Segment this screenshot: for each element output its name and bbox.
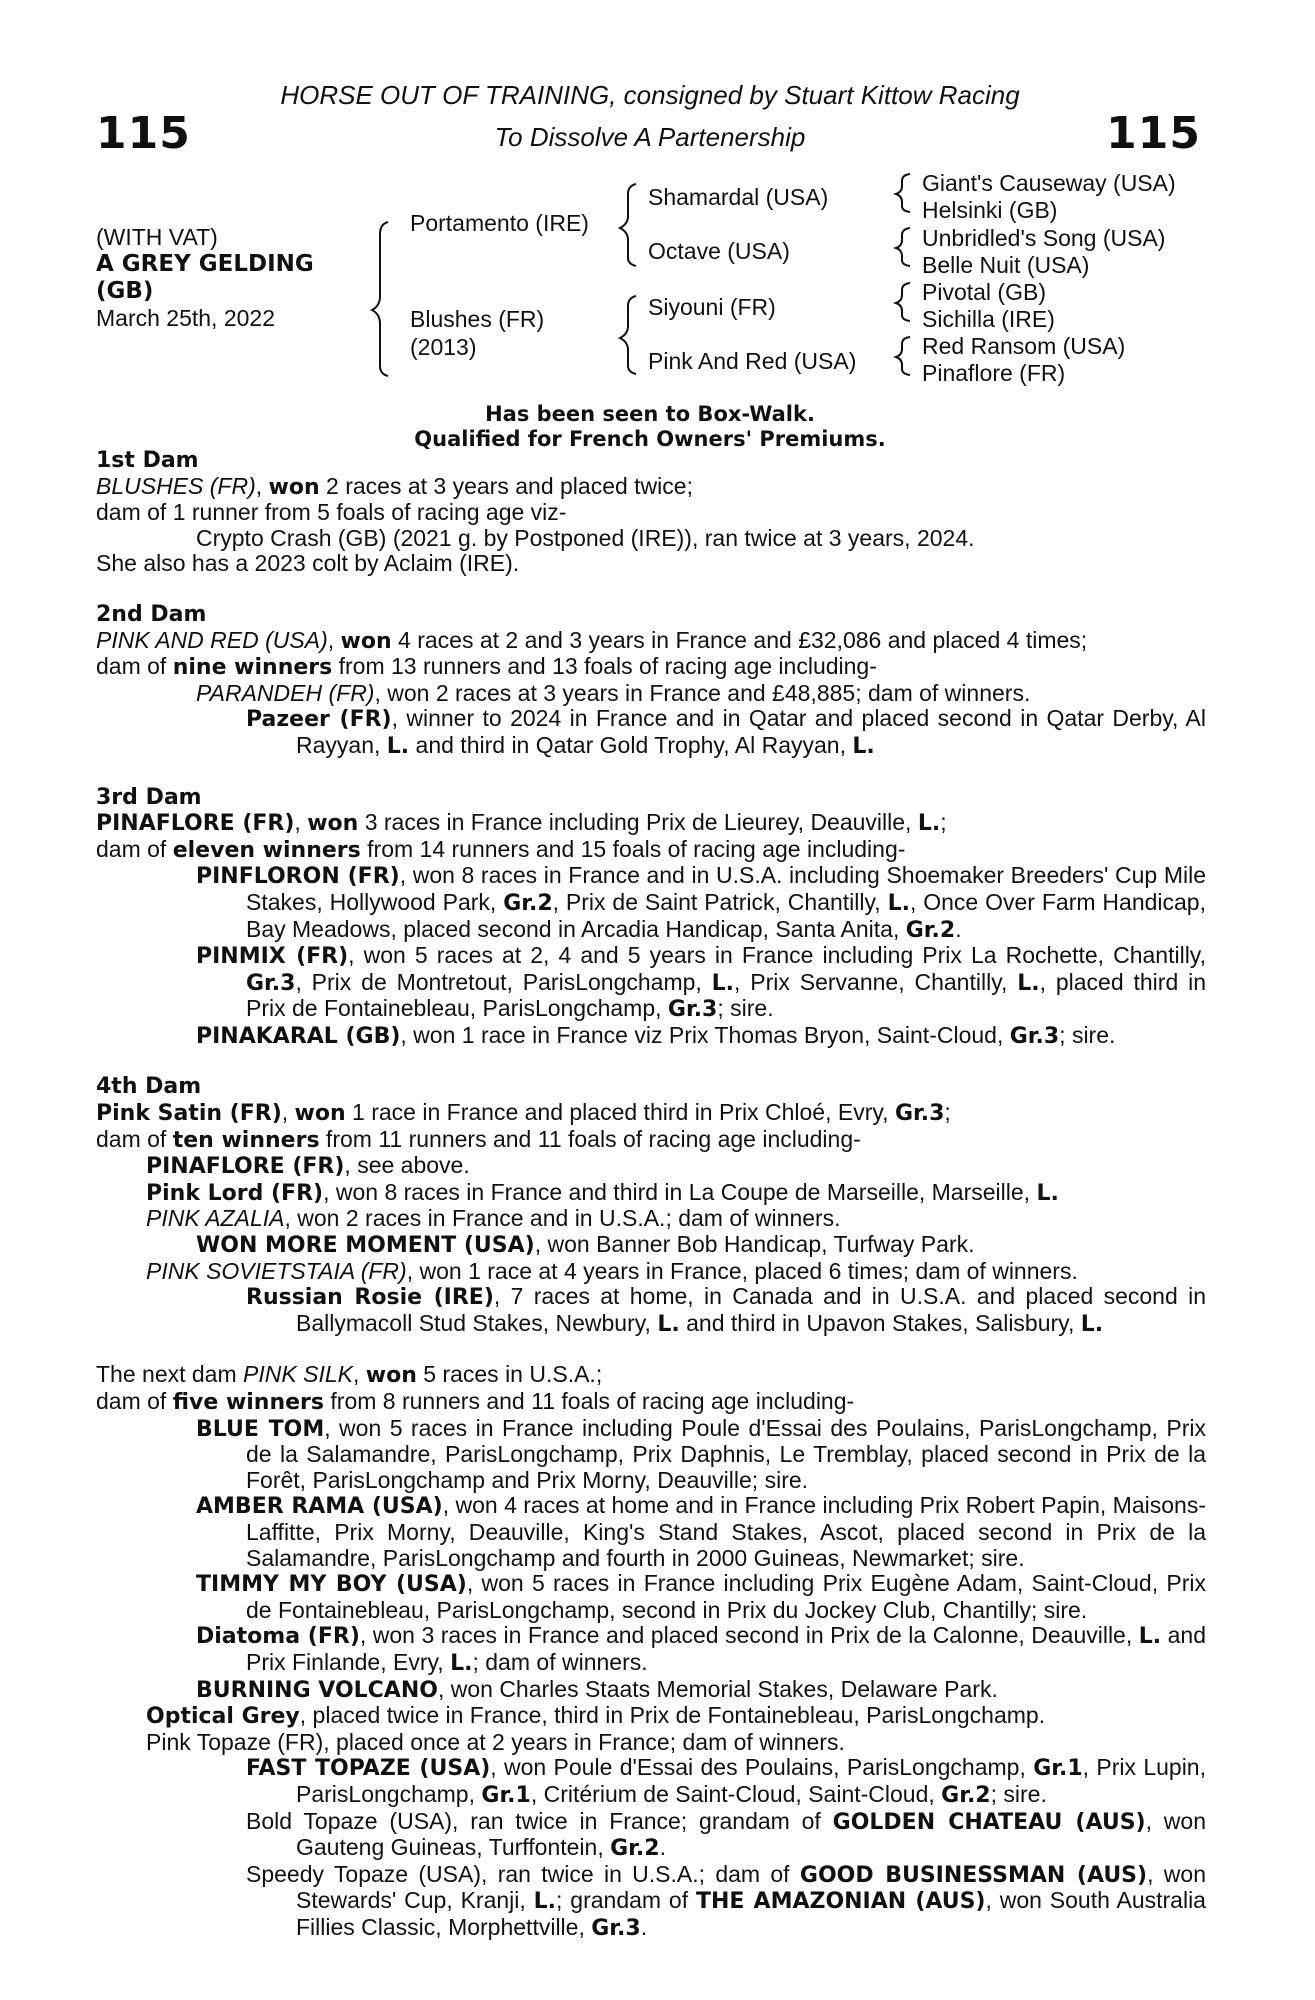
grade-label: Gr.3 [246,970,296,996]
text: , won 5 races in France including Poule d'Essai des Poulains, ParisLongchamp, Prix de la Salamandre, ParisLongchamp, Prix Daphnis, Le Tremblay, placed second in Prix de la Forêt, ParisLongchamp and Prix Morny, Deauville; sire. [246,1414,1207,1493]
pedigree-g3: Unbridled's Song (USA) [922,225,1166,251]
text: , Prix de Montretout, ParisLongchamp, [295,968,712,995]
horse-name: PINFLORON (FR) [196,864,400,890]
horse-name: BURNING VOLCANO [196,1677,438,1703]
produce-entry [96,681,1206,707]
text: , won Banner Bob Handicap, Turfway Park. [534,1231,975,1258]
produce-entry [96,1755,1206,1808]
dam-name: BLUSHES (FR) [96,472,256,499]
listed-label: L. [711,970,735,996]
produce-entry [96,1571,1206,1623]
produce-entry [96,1862,1206,1942]
text: , won 5 races in France including Prix Eugène Adam, Saint-Cloud, Prix de Fontainebleau, ParisLongchamp, second in Prix du Jockey Club, Chantilly; sire. [246,1570,1206,1623]
consignment-subtitle: To Dissolve A Partenership [494,122,806,152]
text: 1 race in France and placed third in Prix Chloé, Evry, [345,1099,895,1126]
dam-name: PINAFLORE (FR) [96,811,295,837]
listed-label: L. [450,1650,473,1676]
listed-label: L. [1080,1311,1104,1337]
listed-label: L. [657,1311,680,1337]
horse-name: GOOD BUSINESSMAN (AUS) [799,1862,1148,1888]
record-text: 4 races at 2 and 3 years in France and £32,086 and placed 4 times; [391,626,1088,653]
horse-name: WON MORE MOMENT (USA) [196,1233,535,1259]
listed-label: L. [887,890,910,916]
horse-name: FAST TOPAZE (USA) [246,1756,491,1782]
fourth-dam-record: Pink Satin (FR), won 1 race in France and placed third in Prix Chloé, Evry, Gr.3; [96,1099,951,1127]
text: , won Poule d'Essai des Poulains, ParisLongchamp, [490,1754,1034,1781]
text: , won 4 races at home and in France including Prix Robert Papin, Maisons-Laffitte, Prix Morny, Deauville, King's Stand Stakes, Ascot, placed second in Prix de la Salamandre, ParisLongchamp and fourth in 2000 Guineas, Newmarket; sire. [246,1492,1206,1571]
text: , won 1 race at 4 years in France, placed 6 times; dam of winners. [406,1257,1078,1284]
produce-entry [96,1180,1206,1207]
listed-label: L. [1017,970,1040,996]
premiums-note: Qualified for French Owners' Premiums. [414,427,886,451]
fourth-dam-produce [96,1127,1206,1154]
produce-entry [96,1623,1206,1676]
text: , won 3 races in France and placed second in Prix de la Calonne, Deauville, [359,1622,1139,1649]
listed-label: L. [386,733,410,759]
horse-name: AMBER RAMA (USA) [196,1494,443,1520]
horse-name: PINK SOVIETSTAIA (FR) [146,1257,407,1284]
text: ; grandam of [556,1887,696,1914]
horse-name: THE AMAZONIAN (AUS) [695,1889,986,1915]
text: , Critérium de Saint-Cloud, Saint-Cloud, [530,1780,942,1807]
pedigree-g4: Belle Nuit (USA) [922,252,1090,278]
fourth-dam-heading: 4th Dam [96,1074,202,1100]
next-dam-record: The next dam PINK SILK, won 5 races in U.S.A.; [96,1361,603,1389]
produce-entry [96,1259,1206,1285]
pedigree-g6: Sichilla (IRE) [922,306,1055,332]
produce-entry [96,1703,1206,1730]
text: dam of [96,1125,173,1152]
text: from 14 runners and 15 foals of racing age including- [360,835,906,862]
won-label: won [340,628,392,654]
winners-count: eleven winners [172,837,361,863]
text: from 8 runners and 11 foals of racing age including- [324,1388,855,1414]
produce-entry [96,1023,1206,1050]
pedigree-g1: Giant's Causeway (USA) [922,170,1176,196]
text: , won 5 races at 2, 4 and 5 years in France including Prix La Rochette, Chantilly, [348,942,1206,969]
second-dam-produce [96,654,1206,681]
text: dam of [96,1388,173,1414]
first-dam-record: BLUSHES (FR), won 2 races at 3 years and placed twice; [96,472,693,500]
horse-name: Pink Lord (FR) [146,1180,324,1206]
grade-label: Gr.3 [894,1101,945,1127]
first-dam-runner: Crypto Crash (GB) (2021 g. by Postponed (IRE)), ran twice at 3 years, 2024. [196,524,975,551]
pedigree-dam: Blushes (FR) [410,306,545,332]
grade-label: Gr.2 [941,1782,991,1808]
produce-entry [96,1284,1206,1337]
listed-label: L. [1036,1180,1059,1206]
dam-name: PINK SILK [243,1361,353,1388]
horse-name: BLUE TOM [196,1416,325,1442]
produce-entry [96,1493,1206,1571]
produce-entry [96,1677,1206,1704]
dam-name: Pink Satin (FR) [96,1101,282,1127]
pedigree-sire-sire: Shamardal (USA) [648,184,829,210]
produce-entry [96,1206,1206,1232]
produce-entry: Pink Topaze (FR), placed once at 2 years in France; dam of winners. [146,1728,845,1755]
text: ; sire. [717,995,774,1022]
grade-label: Gr.2 [905,917,956,943]
text: , won 2 races at 3 years in France and £48,885; dam of winners. [374,679,1031,706]
pedigree-g8: Pinaflore (FR) [922,360,1066,386]
produce-entry [96,863,1206,943]
produce-entry [96,1416,1206,1494]
horse-type: A GREY GELDING [96,251,314,277]
third-dam-produce [96,837,1206,864]
won-label: won [294,1101,346,1127]
produce-entry [96,943,1206,1023]
text: , Prix Lupin, ParisLongchamp, [296,1754,1206,1807]
horse-name: PINAKARAL (GB) [196,1023,401,1049]
text: and third in Qatar Gold Trophy, Al Rayyan, [409,731,853,758]
listed-label: L. [1138,1624,1162,1650]
dam-name: PINK AND RED (USA) [96,626,328,653]
text: from 11 runners and 11 foals of racing age including- [319,1125,861,1152]
grade-label: Gr.1 [1033,1756,1083,1782]
horse-name: PINAFLORE (FR) [146,1154,345,1180]
text: , 7 races at home, in Canada and in U.S.A. and placed second in Ballymacoll Stud Stakes, Newbury, [296,1283,1206,1336]
lot-number-right: 115 [1106,108,1201,159]
text: ; [944,1099,951,1126]
text: , Prix de Saint Patrick, Chantilly, [552,888,888,915]
text: ; sire. [990,1780,1047,1807]
horse-name: PINMIX (FR) [196,944,349,970]
horse-name: Russian Rosie (IRE) [246,1285,494,1311]
pedigree-g7: Red Ransom (USA) [922,333,1126,359]
pedigree-sire-dam: Octave (USA) [648,238,790,264]
won-label: won [307,811,359,837]
produce-entry [96,1232,1206,1259]
lot-number-left: 115 [96,108,191,159]
text: . [640,1913,648,1940]
listed-label: L. [917,811,941,837]
horse-name: GOLDEN CHATEAU (AUS) [832,1809,1146,1835]
second-dam-record: PINK AND RED (USA), won 4 races at 2 and 3 years in France and £32,086 and placed 4 times; [96,626,1088,654]
horse-name: Optical Grey [146,1704,300,1730]
text: and third in Upavon Stakes, Salisbury, [679,1309,1081,1336]
text: ; dam of winners. [472,1648,648,1675]
text: Bold Topaze (USA), ran twice in France; grandam of [246,1807,833,1834]
won-label: won [365,1363,417,1389]
first-dam-note: She also has a 2023 colt by Aclaim (IRE). [96,550,520,577]
won-label: won [268,474,320,500]
record-text: 2 races at 3 years and placed twice; [319,472,693,499]
text: , won 1 race in France viz Prix Thomas Bryon, Saint-Cloud, [400,1021,1010,1048]
listed-label: L. [852,733,875,759]
consignment-title: HORSE OUT OF TRAINING, consigned by Stuart Kittow Racing [280,80,1020,110]
text: dam of [96,653,173,680]
text: . [659,1834,666,1861]
text: , Prix Servanne, Chantilly, [734,968,1018,995]
horse-name: PARANDEH (FR) [196,679,375,706]
produce-entry [96,706,1206,759]
text: and Prix Finlande, Evry, [246,1622,1207,1675]
pedigree-notes [96,448,1206,1941]
text: Speedy Topaze (USA), ran twice in U.S.A.; dam of [246,1860,800,1887]
pedigree-sire: Portamento (IRE) [410,210,589,236]
grade-label: Gr.3 [667,997,718,1023]
text: 5 races in U.S.A.; [416,1361,603,1388]
text: ; sire. [1059,1021,1116,1048]
pedigree-dam-dam: Pink And Red (USA) [648,348,857,374]
winners-count: nine winners [172,655,333,681]
produce-entry [96,1153,1206,1180]
foaling-date: March 25th, 2022 [96,305,276,331]
text: , won 8 races in France and third in La Coupe de Marseille, Marseille, [323,1178,1037,1205]
grade-label: Gr.3 [591,1915,641,1941]
text: , won Charles Staats Memorial Stakes, Delaware Park. [437,1675,998,1702]
third-dam-record: PINAFLORE (FR), won 3 races in France including Prix de Lieurey, Deauville, L.; [96,809,947,837]
text: The next dam [96,1361,244,1388]
text: , placed twice in France, third in Prix de Fontainebleau, ParisLongchamp. [299,1702,1046,1729]
first-dam-heading: 1st Dam [96,448,199,473]
next-dam-produce [96,1389,1206,1416]
winners-count: ten winners [172,1127,320,1153]
winners-count: five winners [172,1390,325,1415]
text: , see above. [344,1152,470,1179]
text: , won 8 races in France and in U.S.A. including Shoemaker Breeders' Cup Mile Stakes, Hollywood Park, [246,862,1206,915]
pedigree-g2: Helsinki (GB) [922,197,1058,223]
text: , won 2 races in France and in U.S.A.; dam of winners. [284,1205,841,1232]
text: ; [940,809,947,836]
text: , placed third in Prix de Fontainebleau, ParisLongchamp, [246,968,1206,1022]
text: , won Gauteng Guineas, Turffontein, [296,1807,1206,1861]
text: . [955,915,962,942]
horse-origin: (GB) [96,278,154,304]
text: , won South Australia Fillies Classic, Morphettville, [296,1887,1206,1940]
text: from 13 runners and 13 foals of racing age including- [332,653,877,680]
grade-label: Gr.2 [610,1836,660,1862]
grade-label: Gr.3 [1009,1023,1060,1049]
third-dam-heading: 3rd Dam [96,784,202,810]
vat-note: (WITH VAT) [96,224,218,250]
horse-name: TIMMY MY BOY (USA) [196,1572,467,1598]
pedigree-g5: Pivotal (GB) [922,279,1046,305]
grade-label: Gr.2 [503,890,553,916]
text: 3 races in France including Prix de Lieurey, Deauville, [358,809,918,836]
text: , Once Over Farm Handicap, Bay Meadows, placed second in Arcadia Handicap, Santa Anita, [246,888,1206,942]
text: , winner to 2024 in France and in Qatar and placed second in Qatar Derby, Al Rayyan, [296,705,1206,758]
horse-name: Pazeer (FR) [246,707,392,733]
pedigree-dam-year: (2013) [410,334,477,360]
listed-label: L. [533,1889,557,1915]
text: dam of [96,835,173,862]
horse-name: Diatoma (FR) [196,1624,360,1650]
text: , won Stewards' Cup, Kranji, [296,1860,1206,1914]
pedigree-dam-sire: Siyouni (FR) [648,294,776,320]
box-walk-note: Has been seen to Box-Walk. [485,402,815,426]
produce-entry [96,1809,1206,1862]
horse-name: PINK AZALIA [146,1205,285,1232]
first-dam-produce: dam of 1 runner from 5 foals of racing age viz- [96,499,567,526]
grade-label: Gr.1 [481,1782,531,1808]
second-dam-heading: 2nd Dam [96,601,207,627]
